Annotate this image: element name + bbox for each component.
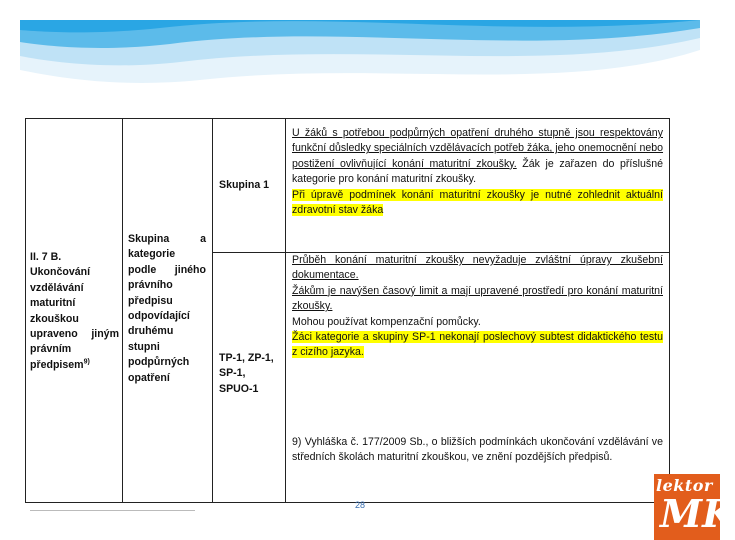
group-2-codes: TP-1, ZP-1, SP-1, SPUO-1 — [219, 352, 274, 395]
group-2-measures — [292, 253, 663, 361]
maturita-conditions-table — [25, 118, 670, 503]
page-number: 28 — [354, 500, 365, 510]
logo-text-bottom: MK — [660, 491, 735, 536]
footer-divider — [30, 510, 195, 511]
group-1-label: Skupina 1 — [219, 179, 270, 191]
sp1-listening-highlight: Žáci kategorie a skupiny SP-1 nekonají poslechový subtest didaktického testu z cizího jazyka. — [292, 331, 663, 359]
header-wave-decoration — [0, 0, 720, 110]
chapter-cell — [26, 119, 123, 503]
category-description: Skupina a kategorie podle jiného právního předpisu odpovídající druhému stupni podpůrných opatření — [128, 233, 206, 384]
footnote-text: 9) Vyhláška č. 177/2009 Sb., o bližších podmínkách ukončování vzdělávání ve středních školách maturitní zkouškou, ve znění pozdějších předpisů. — [292, 436, 663, 464]
category-assignment-text: Žák je zařazen do příslušné kategorie pro konání maturitní zkoušky. — [292, 157, 663, 186]
group-1-measures — [292, 126, 663, 218]
health-state-highlight: Při úpravě podmínek konání maturitní zkoušky je nutné zohlednit aktuální zdravotní stav žáka — [292, 188, 663, 217]
row-divider — [213, 252, 285, 253]
time-limit-text: Žákům je navýšen časový limit a mají upravené prostředí pro konání maturitní zkoušky. — [292, 284, 663, 313]
chapter-number: II. 7 B. — [30, 251, 62, 263]
functional-consequences-text: U žáků s potřebou podpůrných opatření druhého stupně jsou respektovány funkční důsledky speciálních vzdělávacích potřeb žáka, jeho onemocnění nebo postižení ovlivňující konání maturitní zkoušky. — [292, 127, 664, 170]
measures-cell — [286, 119, 670, 503]
lektor-mk-logo — [654, 474, 735, 540]
compensation-aids-text: Mohou používat kompenzační pomůcky. — [292, 315, 481, 328]
footnote-ref: 9) — [83, 358, 90, 366]
logo-text-top: lektor — [656, 476, 713, 495]
group-cell — [213, 119, 286, 503]
category-cell — [123, 119, 213, 503]
exam-course-text: Průběh konání maturitní zkoušky nevyžaduje zvláštní úpravy zkušební dokumentace. — [292, 254, 663, 282]
chapter-title: Ukončování vzdělávání maturitní zkouškou upraveno jiným právním předpisem — [30, 266, 119, 371]
